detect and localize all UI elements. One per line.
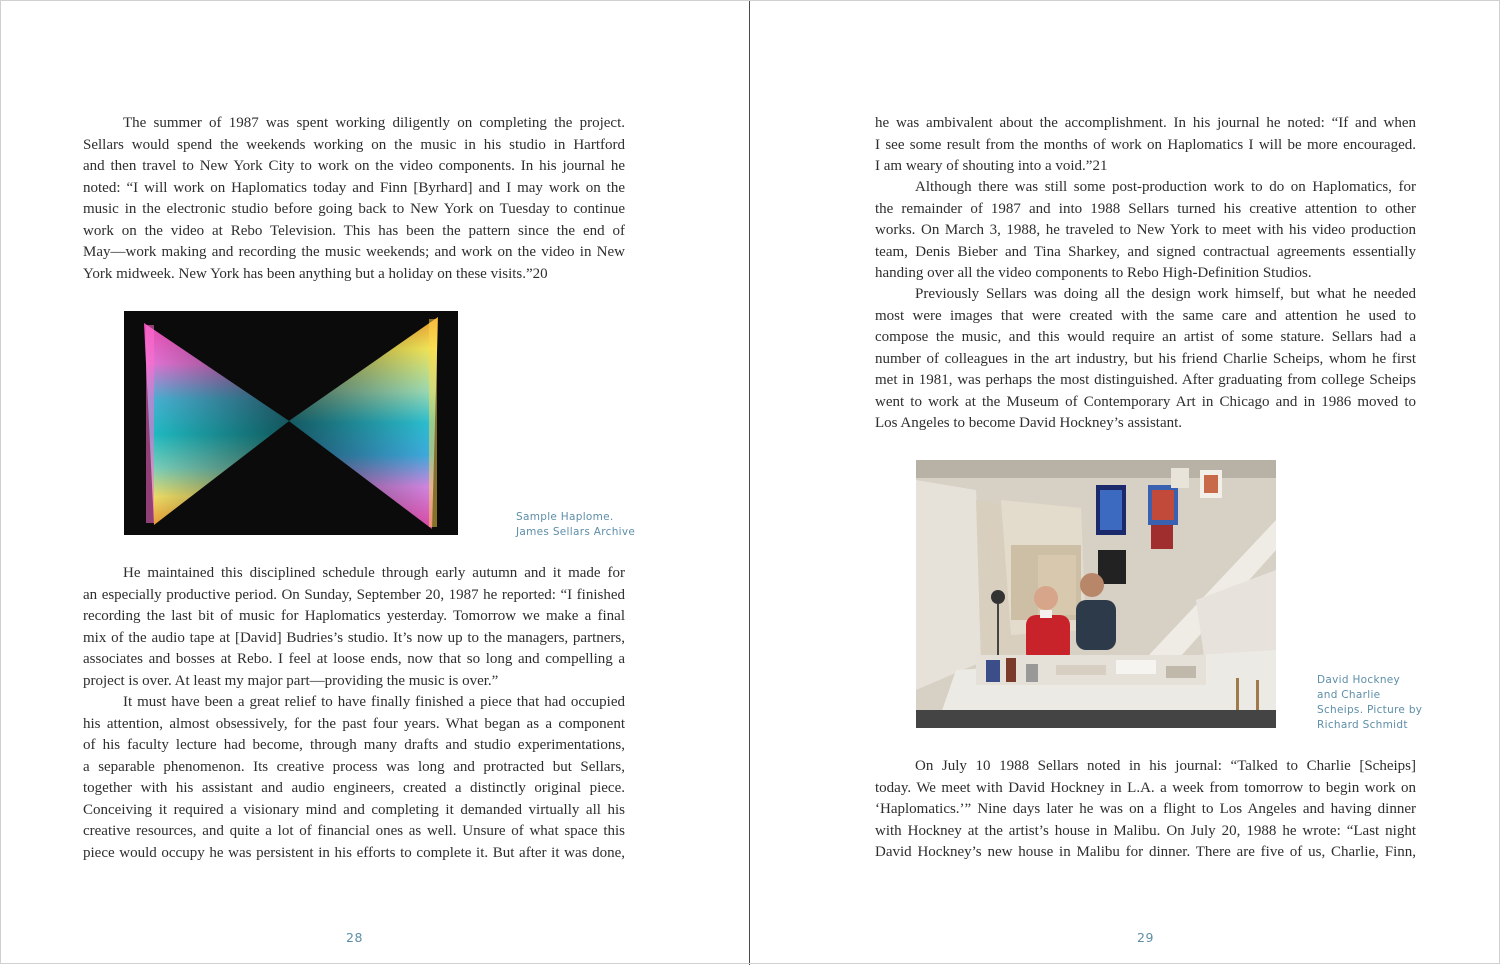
left-page bbox=[0, 0, 749, 965]
right-paragraph-2: Although there was still some post-production work to do on Haplomatics, for the remainder of 1987 and into 1988 Sellars turned his creative attention to other works. On March 3, 1988, he traveled to New York to meet with his video production team, Denis Bieber and Tina Sharkey, and signed contractual agreements essentially handing over all the video components to Rebo High-Definition Studios. bbox=[875, 179, 1416, 281]
studio-photo-graphic bbox=[916, 460, 1276, 728]
left-paragraph-2: He maintained this disciplined schedule through early autumn and it made for an especially productive period. On Sunday, September 20, 1987 he reported: “I finished recording the last bit of music for Haplomatics yesterday. Tomorrow we make a final mix of the audio tape at [David] Budries’s studio. It’s now up to the managers, partners, associates and bosses at Rebo. I feel at loose ends, now that so long and compelling a project is over. At least my major part—providing the music is over.” bbox=[83, 565, 625, 689]
right-paragraph-1: he was ambivalent about the accomplishment. In his journal he noted: “If and when I see some result from the months of work on Haplomatics I will be more encouraged. I am weary of shouting into a void.”21 bbox=[875, 115, 1416, 174]
haplome-graphic bbox=[124, 311, 458, 535]
right-paragraph-4: On July 10 1988 Sellars noted in his journal: “Talked to Charlie [Scheips] today. We meet with David Hockney in L.A. a week from tomorrow to begin work on ‘Haplomatics.’” Nine days later he was on a flight to Los Angeles and having dinner with Hockney at the artist’s house in Malibu. On July 20, 1988 he wrote: “Last night David Hockney’s new house in Malibu for dinner. There are five of us, Charlie, Finn, bbox=[875, 758, 1416, 860]
page-number-left: 28 bbox=[346, 930, 363, 945]
book-gutter bbox=[749, 0, 750, 965]
studio-photo bbox=[916, 460, 1276, 728]
haplome-caption: Sample Haplome. James Sellars Archive bbox=[516, 511, 636, 538]
right-paragraph-3: Previously Sellars was doing all the design work himself, but what he needed most were images that were created with the same care and attention he used to compose the music, and this would require an artist of some stature. Sellars had a number of colleagues in the art industry, but his friend Charlie Scheips, whom he first met in 1981, was perhaps the most distinguished. After graduating from college Scheips went to work at the Museum of Contemporary Art in Chicago and in 1986 moved to Los Angeles to become David Hockney’s assistant. bbox=[875, 286, 1416, 431]
left-paragraph-3: It must have been a great relief to have finally finished a piece that had occupied his attention, almost obsessively, for the past four years. What began as a component of his faculty lecture had become, through many drafts and studio experimentations, a separable phenomenon. Its creative process was long and protracted but Sellars, together with his assistant and audio engineers, created a distinctly original piece. Conceiving it required a visionary mind and completing it demanded virtually all his creative resources, and quite a lot of financial ones as well. Unsure of what space this piece would occupy he was persistent in his efforts to complete it. But after it was done, bbox=[83, 694, 625, 861]
studio-photo-caption: David Hockney and Charlie Scheips. Picture by Richard Schmidt bbox=[1317, 674, 1423, 731]
page-number-right: 29 bbox=[1137, 930, 1154, 945]
haplome-image bbox=[124, 311, 458, 535]
right-page bbox=[751, 0, 1500, 965]
left-paragraph-1: The summer of 1987 was spent working diligently on completing the project. Sellars would spend the weekends working on the music in his studio in Hartford and then travel to New York City to work on the video components. In his journal he noted: “I will work on Haplomatics today and Finn [Byrhard] and I may work on the music in the electronic studio before going back to New York on Tuesday to continue work on the video at Rebo Television. This has been the pattern since the end of May—work making and recording the music weekends; and work on the video in New York midweek. New York has been anything but a holiday on these visits.”20 bbox=[83, 115, 625, 282]
